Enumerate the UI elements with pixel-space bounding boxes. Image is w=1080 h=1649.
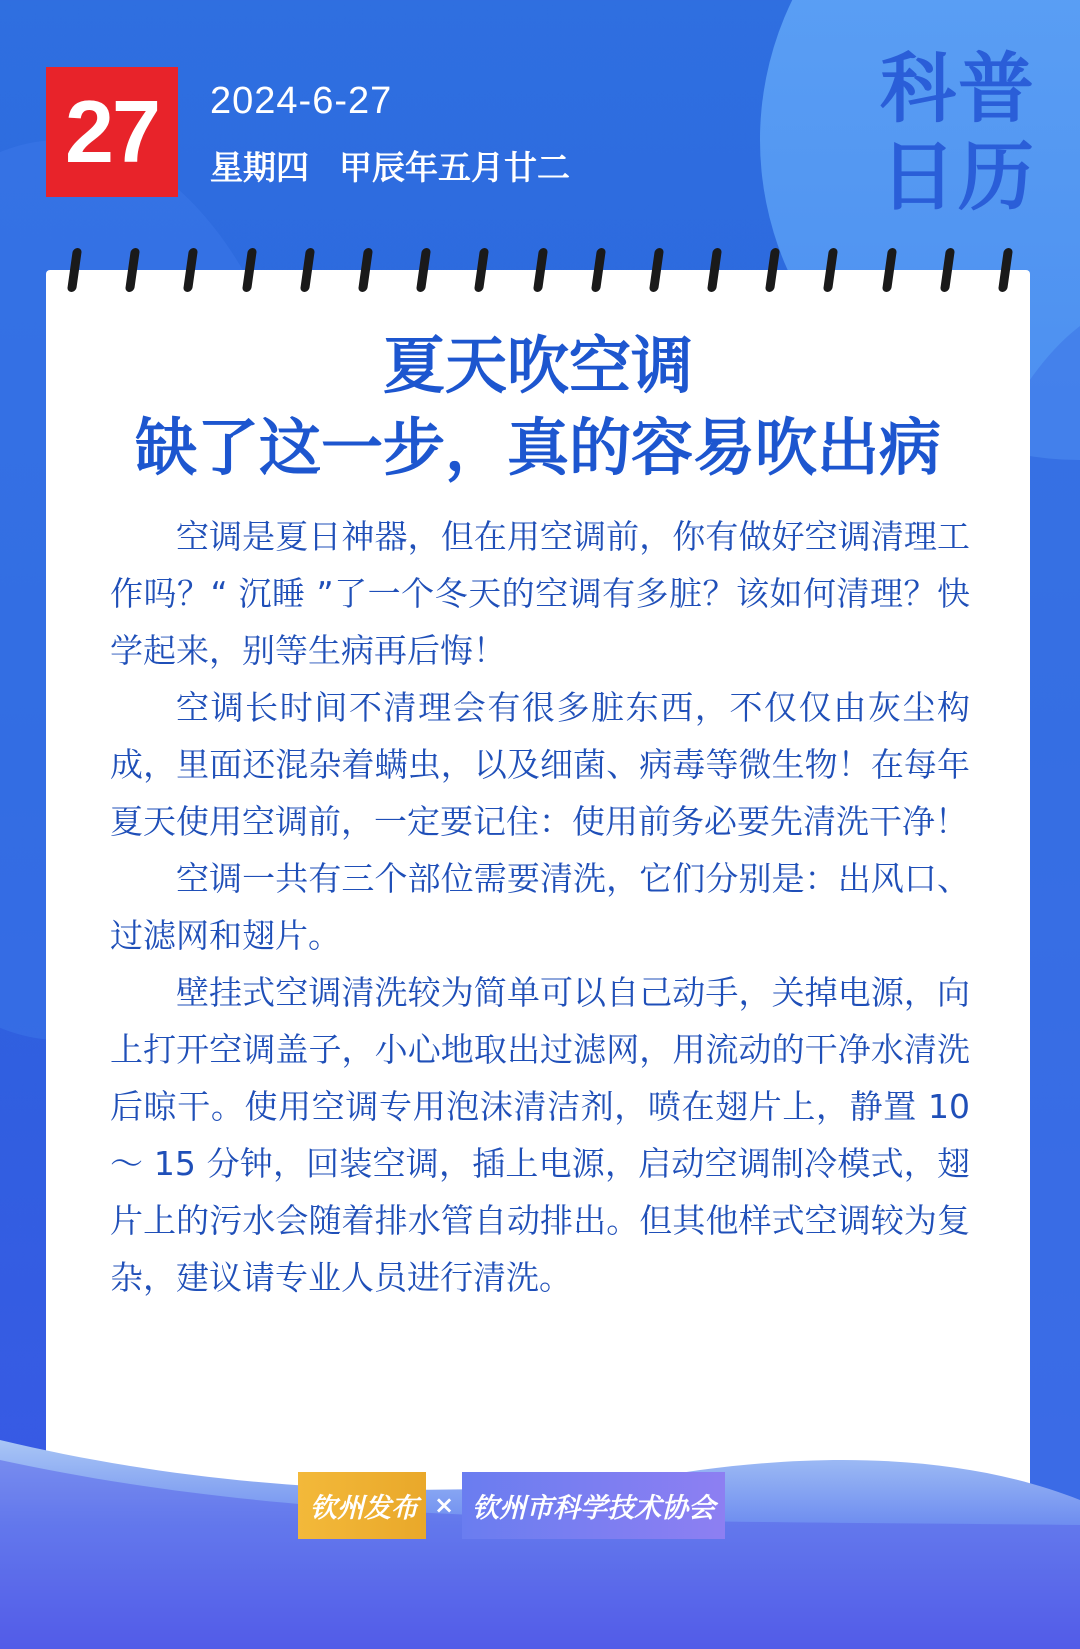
binder-ring: [823, 248, 838, 292]
footer-publishers: [298, 1472, 725, 1538]
binder-ring: [67, 248, 82, 292]
publisher-b: 钦州市科学技术协会: [462, 1472, 725, 1539]
binder-ring: [183, 248, 198, 292]
bottom-wave: [0, 1430, 1080, 1649]
binder-rings: [70, 248, 1010, 298]
article-title: [46, 325, 1030, 489]
corner-title-line1: 科普: [880, 44, 1036, 133]
article-title-line2: 缺了这一步，真的容易吹出病: [134, 411, 941, 484]
paragraph: 空调长时间不清理会有很多脏东西，不仅仅由灰尘构成，里面还混杂着螨虫，以及细菌、病毒等微生物！在每年夏天使用空调前，一定要记住：使用前务必要先清洗干净！: [110, 688, 970, 841]
weekday-lunar-line: [210, 142, 570, 189]
publisher-a: 钦州发布: [298, 1472, 426, 1539]
lunar-date-text: 甲辰年五月廿二: [339, 148, 570, 187]
weekday-text: 星期四: [210, 148, 309, 187]
publisher-separator: ×: [434, 1491, 455, 1519]
paragraph: 壁挂式空调清洗较为简单可以自己动手，关掉电源，向上打开空调盖子，小心地取出过滤网，用流动的干净水清洗后晾干。使用空调专用泡沫清洁剂，喷在翅片上，静置 10 ～ 15 分钟，回装空调，插上电源，启动空调制冷模式，翅片上的污水会随着排水管自动排出。但其他样式空调较为复杂，建议请专业人员进行清洗。: [110, 973, 970, 1297]
binder-ring: [358, 248, 373, 292]
binder-ring: [591, 248, 606, 292]
binder-ring: [532, 248, 547, 292]
binder-ring: [707, 248, 722, 292]
corner-title-line2: 日历: [880, 132, 1036, 221]
date-text: 2024-6-27: [210, 80, 393, 122]
binder-ring: [125, 248, 140, 292]
binder-ring: [765, 248, 780, 292]
day-badge: 27: [46, 67, 178, 197]
article-title-line1: 夏天吹空调: [382, 329, 693, 402]
binder-ring: [474, 248, 489, 292]
article-body: [110, 508, 970, 1306]
binder-ring: [300, 248, 315, 292]
binder-ring: [940, 248, 955, 292]
binder-ring: [649, 248, 664, 292]
binder-ring: [416, 248, 431, 292]
binder-ring: [882, 248, 897, 292]
paragraph: 空调是夏日神器，但在用空调前，你有做好空调清理工作吗？“ 沉睡 ”了一个冬天的空调有多脏？该如何清理？快学起来，别等生病再后悔！: [110, 517, 970, 670]
binder-ring: [241, 248, 256, 292]
corner-title: [868, 45, 1048, 221]
paragraph: 空调一共有三个部位需要清洗，它们分别是：出风口、过滤网和翅片。: [110, 859, 970, 955]
